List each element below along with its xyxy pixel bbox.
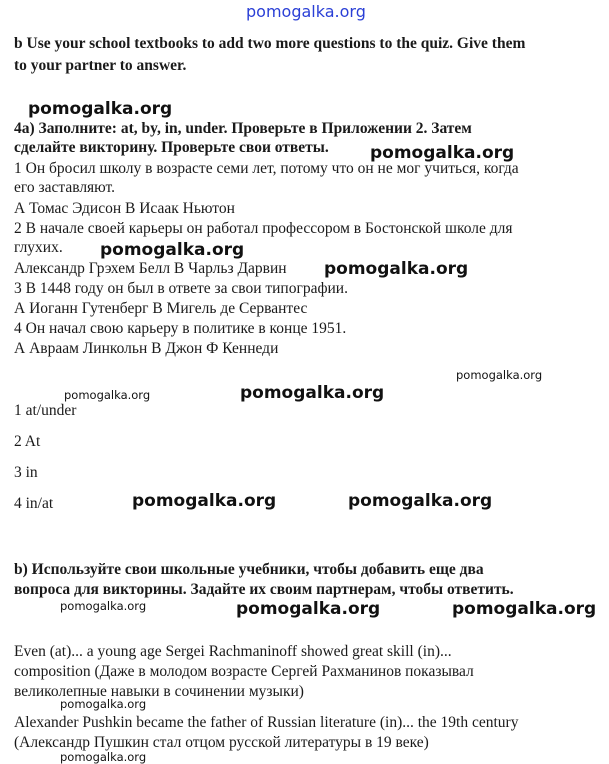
watermark: pomogalka.org — [240, 383, 385, 403]
watermark: pomogalka.org — [370, 143, 515, 163]
watermark: pomogalka.org — [236, 599, 381, 619]
quiz-q1-line1: 1 Он бросил школу в возрасте семи лет, потому что он не мог учиться, когда — [14, 160, 519, 177]
example-1-line1: Even (at)... a young age Sergei Rachmaninoff showed great skill (in)... — [14, 643, 452, 660]
watermark: pomogalka.org — [64, 388, 151, 402]
answer-item: 3 in — [14, 464, 38, 481]
watermark-top: pomogalka.org — [246, 2, 366, 21]
task-b-en-line2: to your partner to answer. — [14, 57, 187, 74]
quiz-q4-line1: 4 Он начал свою карьеру в политике в конце 1951. — [14, 320, 347, 337]
quiz-q1-options: А Томас Эдисон В Исаак Ньютон — [14, 200, 235, 217]
quiz-q3-line1: 3 В 1448 году он был в ответе за свои типографии. — [14, 280, 348, 297]
task-b-ru-line2: вопроса для викторины. Задайте их своим партнерам, чтобы ответить. — [14, 581, 514, 598]
quiz-q4-options: А Авраам Линкольн В Джон Ф Кеннеди — [14, 340, 279, 357]
watermark: pomogalka.org — [60, 697, 147, 711]
watermark: pomogalka.org — [452, 599, 597, 619]
example-2-line2: (Александр Пушкин стал отцом русской литературы в 19 веке) — [14, 734, 429, 751]
watermark: pomogalka.org — [28, 99, 173, 119]
watermark: pomogalka.org — [60, 599, 147, 613]
task-4a-line1: 4а) Заполните: at, by, in, under. Проверьте в Приложении 2. Затем — [14, 120, 472, 137]
watermark: pomogalka.org — [100, 240, 245, 260]
example-1-line2: composition (Даже в молодом возрасте Сергей Рахманинов показывал — [14, 663, 474, 680]
quiz-q1-line2: его заставляют. — [14, 179, 116, 196]
example-2-line1: Alexander Pushkin became the father of Russian literature (in)... the 19th century — [14, 714, 519, 731]
task-4a-line2: сделайте викторину. Проверьте свои ответы. — [14, 139, 329, 156]
answer-item: 1 at/under — [14, 402, 77, 419]
quiz-q2-line1: 2 В начале своей карьеры он работал профессором в Бостонской школе для — [14, 220, 513, 237]
task-b-en-line1: b Use your school textbooks to add two more questions to the quiz. Give them — [14, 35, 526, 52]
quiz-q3-options: А Иоганн Гутенберг В Мигель де Сервантес — [14, 300, 308, 317]
watermark: pomogalka.org — [132, 491, 277, 511]
example-1-line3: великолепные навыки в сочинении музыки) — [14, 683, 304, 700]
answer-item: 4 in/at — [14, 495, 54, 512]
watermark: pomogalka.org — [60, 750, 147, 764]
quiz-q2-line2: глухих. — [14, 239, 63, 256]
quiz-q2-options: Александр Грэхем Белл В Чарльз Дарвин — [14, 260, 287, 277]
answer-item: 2 At — [14, 433, 41, 450]
watermark: pomogalka.org — [456, 368, 543, 382]
watermark: pomogalka.org — [348, 491, 493, 511]
task-b-ru-line1: b) Используйте свои школьные учебники, чтобы добавить еще два — [14, 561, 484, 578]
watermark: pomogalka.org — [324, 259, 469, 279]
